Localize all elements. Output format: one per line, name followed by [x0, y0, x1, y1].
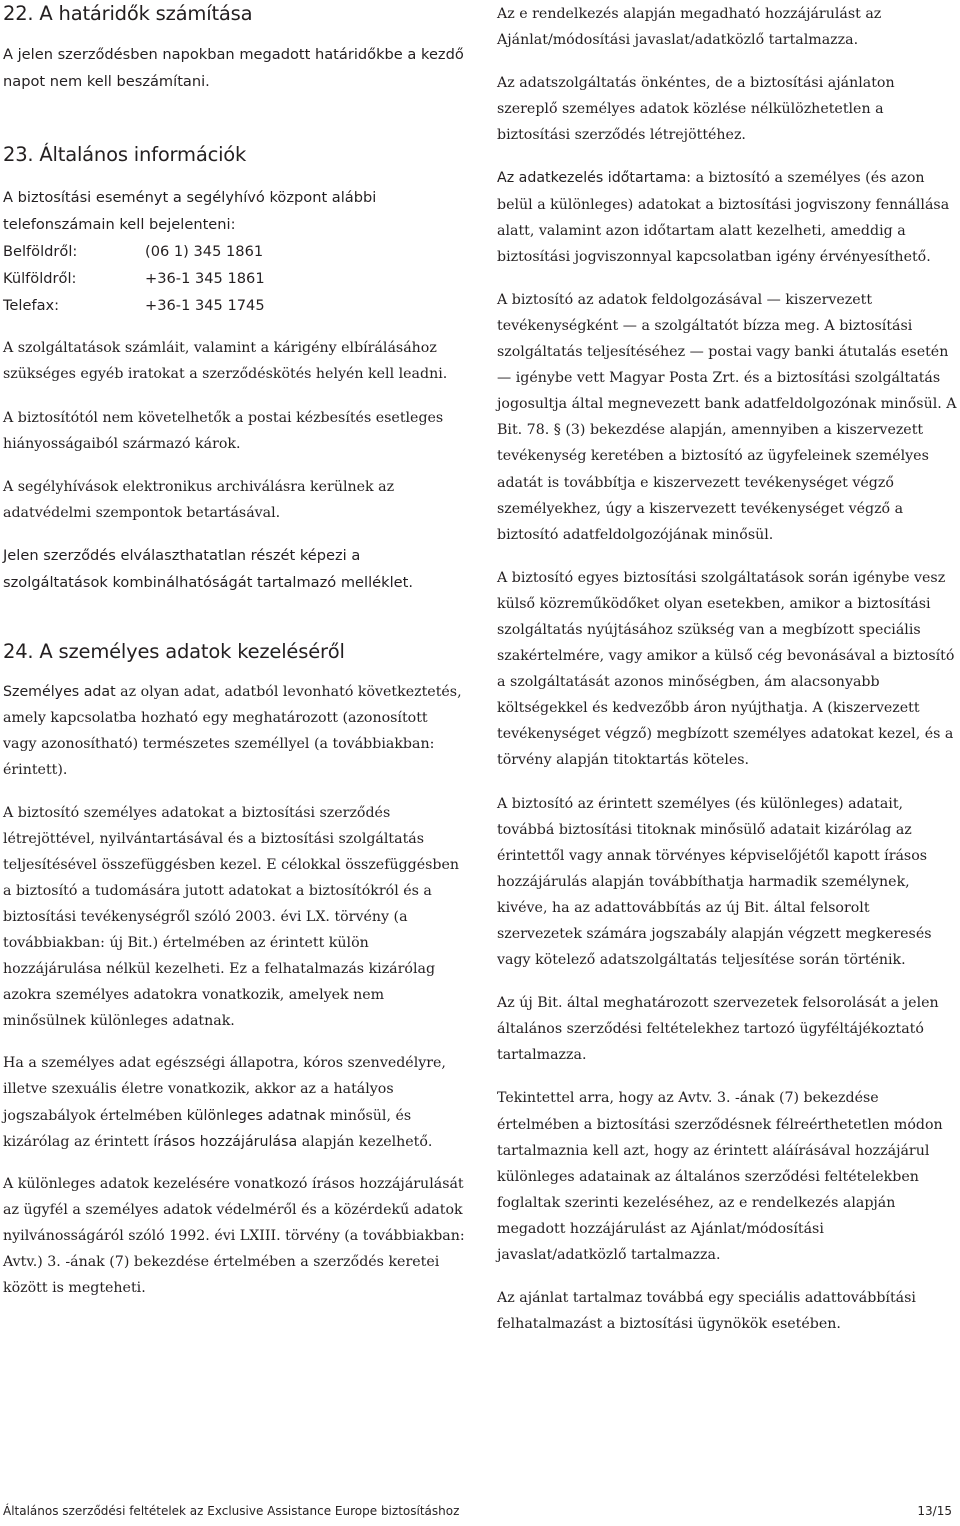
term-personal-data: Személyes adat — [3, 684, 116, 701]
right-paragraph: A biztosító az adatok feldolgozásával — kiszervezett tevékenységként — a szolgáltatót bízza meg. A biztosítási szolgáltatás teljesítéséhez — postai vagy banki átutalás esetén — igénybe vett Magyar Posta Zrt. és a biztosítási szolgáltatás jogosultja által megnevezett bank adatfeldolgozónak minősül. A Bit. 78. § (3) bekezdése alapján, amennyiben a kiszervezett tevékenység keretében a biztosító az ügyfeleinek személyes adatát is továbbítja e kiszervezett tevékenységet végző személyekhez, úgy a kiszervezett tevékenységet végző a biztosító adatfeldolgozójának minősül. — [497, 291, 957, 543]
section-23-intro: A biztosítási eseményt a segélyhívó központ alábbi telefonszámain kell bejelenteni: — [3, 189, 377, 233]
section-22-body: A jelen szerződésben napokban megadott határidőkbe a kezdő napot nem kell beszámítani. — [3, 46, 464, 90]
section-23-paragraph: A szolgáltatások számláit, valamint a kárigény elbírálásához szükséges egyéb iratokat a szerződéskötés helyén kell leadni. — [3, 340, 448, 383]
right-paragraph: Tekintettel arra, hogy az Avtv. 3. -ának (7) bekezdése értelmében a biztosítási szerződésnek félreérthetetlen módon tartalmaznia kell azt, hogy az érintett aláírásával hozzájárul különleges adatainak az általános szerződési feltételekben foglaltak szerinti kezeléséhez, az e rendelkezés alapján megadott hozzájárulást az Ajánlat/módosítási javaslat/adatközlő tartalmazza. — [497, 1090, 943, 1264]
section-24-special-data — [3, 1050, 465, 1154]
special-data-text: alapján kezelhető. — [297, 1133, 433, 1150]
contact-label: Belföldről: — [3, 243, 78, 261]
section-24-definition — [3, 679, 465, 783]
right-column — [497, 0, 957, 1337]
term-written-consent: írásos hozzájárulása — [153, 1133, 298, 1150]
right-paragraph: A biztosító egyes biztosítási szolgáltatások során igénybe vesz külső közreműködőket olyan esetekben, amikor a biztosítási szolgáltatás nyújtásához szükség van a megbízott speciális szakértelmére, vagy amikor a külső cég bevonásával a biztosító a szolgáltatását azonos minőségben, ám alacsonyabb költségekkel és kedvezőbb áron nyújthatja. A (kiszervezett tevékenységet végző) megbízott személyes adatokat kezel, és a törvény alapján titoktartás köteles. — [497, 569, 955, 769]
contact-row — [3, 238, 465, 265]
contact-label: Külföldről: — [3, 270, 77, 288]
special-data-text: minősül, és kizárólag az érintett — [3, 1107, 412, 1150]
footer-title: Általános szerződési feltételek az Exclusive Assistance Europe biztosításhoz — [3, 1504, 460, 1518]
contact-list — [3, 238, 465, 319]
right-paragraph: A biztosító az érintett személyes (és különleges) adatait, továbbá biztosítási titoknak minősülő adatait kizárólag az érintettől vagy annak törvényes képviselőjétől kapott írásos hozzájárulás alapján továbbíthatja harmadik személynek, kivéve, ha az adattovábbítás az új Bit. által felsorolt szervezetek számára jogszabály alapján végzett megkeresés vagy kötelező adatszolgáltatás teljesítése során történik. — [497, 795, 932, 969]
page-number: 13/15 — [917, 1504, 952, 1518]
right-paragraph: Az új Bit. által meghatározott szervezetek felsorolását a jelen általános szerződési feltételekhez tartozó ügyféltájékoztató tartalmazza. — [497, 995, 939, 1064]
special-data-text: Ha a személyes adat egészségi állapotra, kóros szenvedélyre, illetve szexuális életre vonatkozik, akkor az a hatályos jogszabályok értelmében — [3, 1055, 446, 1124]
retention-paragraph — [497, 165, 957, 269]
section-22-heading: 22. A határidők számítása — [3, 2, 253, 25]
contact-value: +36-1 345 1745 — [145, 297, 265, 315]
section-24-heading: 24. A személyes adatok kezeléséről — [3, 640, 345, 664]
section-23-heading: 23. Általános információk — [3, 143, 247, 167]
section-23-paragraph: A biztosítótól nem követelhetők a postai kézbesítés esetleges hiányosságaiból származó károk. — [3, 409, 444, 452]
right-paragraph: Az ajánlat tartalmaz továbbá egy speciális adattovábbítási felhatalmazást a biztosítási ügynökök esetében. — [497, 1290, 916, 1333]
retention-text: a biztosító a személyes (és azon belül a különleges) adatokat a biztosítási jogviszony fennállása alatt, valamint azon időtartam alatt kezelheti, ameddig a biztosítási jogviszonnyal kapcsolatban igény érvényesíthető. — [497, 170, 950, 265]
contact-value: +36-1 345 1861 — [145, 270, 265, 288]
right-paragraph: Az e rendelkezés alapján megadható hozzájárulást az Ajánlat/módosítási javaslat/adatközlő tartalmazza. — [497, 6, 882, 49]
definition-text: az olyan adat, adatból levonható következtetés, amely kapcsolatba hozható egy meghatározott (azonosított vagy azonosítható) természetes személlyel (a továbbiakban: érintett). — [3, 684, 462, 779]
section-24-paragraph: A biztosító személyes adatokat a biztosítási szerződés létrejöttével, nyilvántartásával és a biztosítási szolgáltatás teljesítésével összefüggésben kezel. E célokkal összefüggésben a biztosító a tudomására jutott adatokat a biztosítókról és a biztosítási tevékenységről szóló 2003. évi LX. törvény (a továbbiakban: új Bit.) értelmében az érintett külön hozzájárulása nélkül kezelheti. Ez a felhatalmazás kizárólag azokra személyes adatokra vonatkozik, amelyek nem minősülnek különleges adatnak. — [3, 804, 460, 1030]
term-retention-period: Az adatkezelés időtartama: — [497, 170, 692, 187]
section-23-annex-note: Jelen szerződés elválaszthatatlan részét képezi a szolgáltatások kombinálhatóságát tartalmazó melléklet. — [3, 546, 413, 591]
contact-value: (06 1) 345 1861 — [145, 243, 264, 261]
section-24-paragraph: A különleges adatok kezelésére vonatkozó írásos hozzájárulását az ügyfél a személyes adatok védelméről és a közérdekű adatok nyilvánosságáról szóló 1992. évi LXIII. törvény (a továbbiakban: Avtv.) 3. -ának (7) bekezdése értelmében a szerződés keretei között is megteheti. — [3, 1175, 465, 1297]
page-footer — [3, 1503, 952, 1519]
right-paragraph: Az adatszolgáltatás önkéntes, de a biztosítási ajánlaton szereplő személyes adatok közlése nélkülözhetetlen a biztosítási szerződés létrejöttéhez. — [497, 75, 895, 144]
contact-row — [3, 265, 465, 292]
left-column — [3, 0, 465, 1301]
term-special-data: különleges adatnak — [186, 1107, 326, 1124]
section-23-paragraph: A segélyhívások elektronikus archiválásra kerülnek az adatvédelmi szempontok betartásával. — [3, 478, 395, 521]
contact-row — [3, 292, 465, 319]
contact-label: Telefax: — [3, 297, 60, 315]
